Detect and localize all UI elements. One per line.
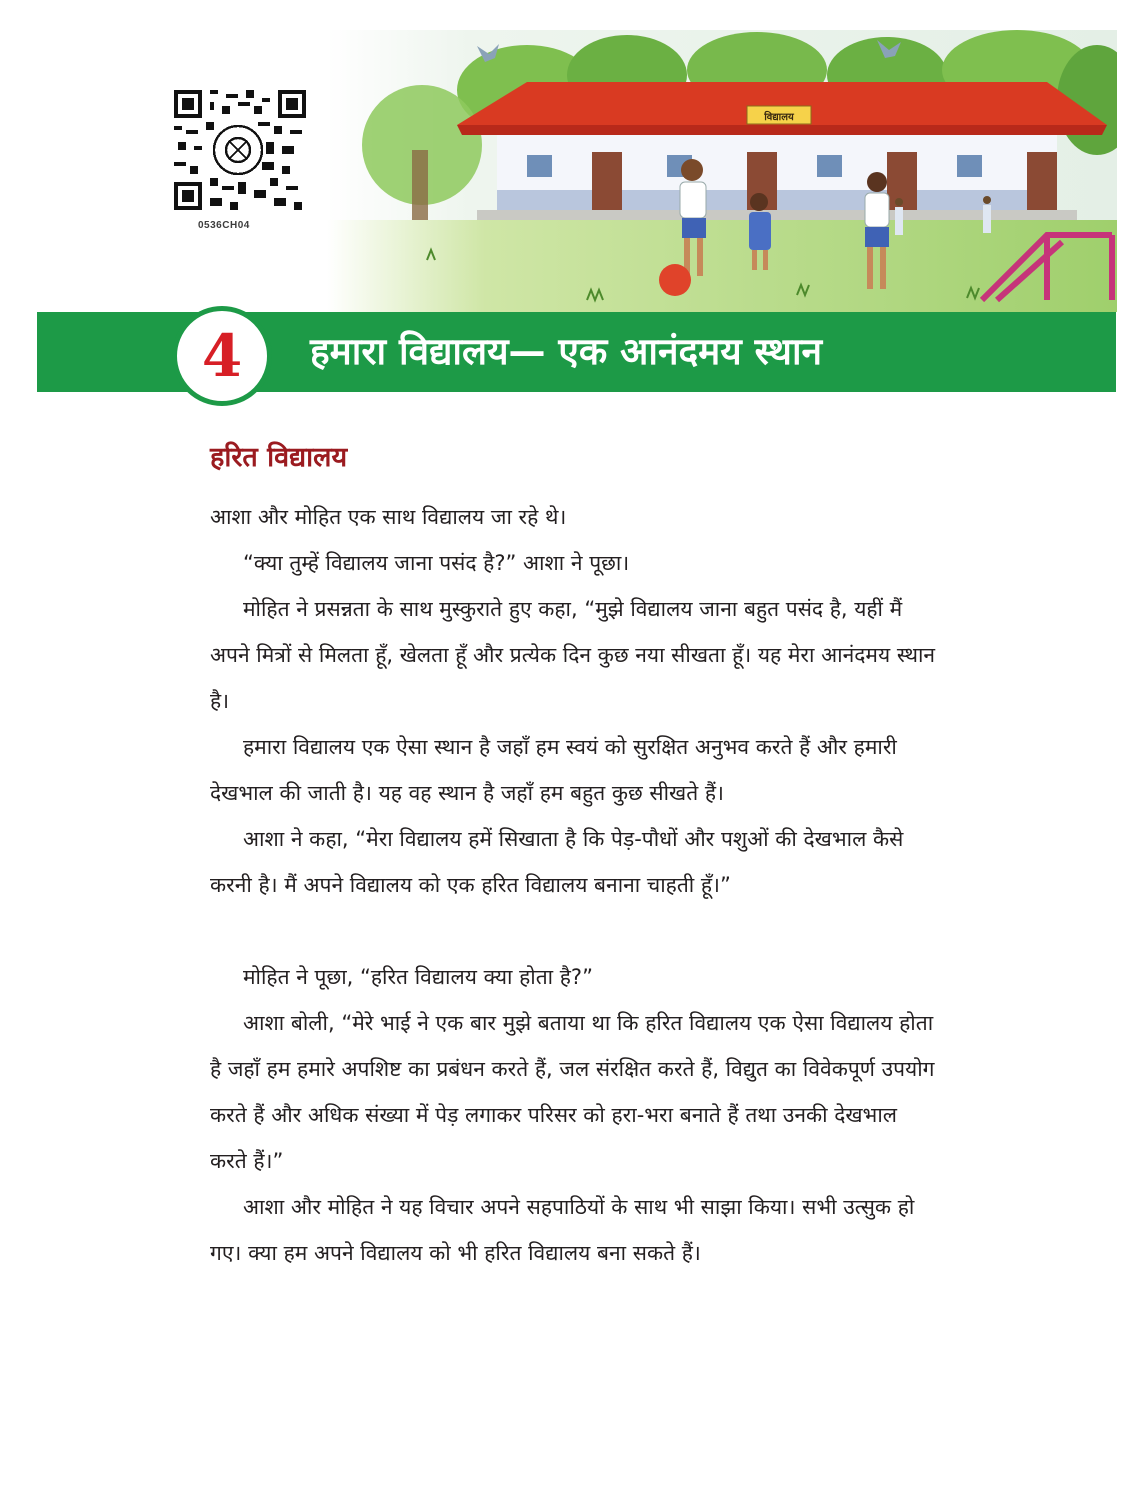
chapter-number-badge	[172, 306, 272, 406]
paragraph-4: हमारा विद्यालय एक ऐसा स्थान है जहाँ हम स्वयं को सुरक्षित अनुभव करते हैं और हमारी देखभाल की जाती है। यह वह स्थान है जहाँ हम बहुत कुछ सीखते हैं।	[210, 735, 897, 805]
building-sign-text: विद्यालय	[764, 112, 794, 123]
paragraph-7: आशा बोली, “मेरे भाई ने एक बार मुझे बताया था कि हरित विद्यालय एक ऐसा विद्यालय होता है जहाँ हम हमारे अपशिष्ट का प्रबंधन करते हैं, जल संरक्षित करते हैं, विद्युत का विवेकपूर्ण उपयोग करते हैं और अधिक संख्या में पेड़ लगाकर परिसर को हरा-भरा बनाते हैं तथा उनकी देखभाल करते हैं।”	[210, 1011, 935, 1173]
chapter-number: 4	[201, 322, 243, 390]
chapter-title: हमारा विद्यालय— एक आनंदमय स्थान	[310, 330, 823, 373]
ball	[659, 264, 691, 296]
paragraph-6: मोहित ने पूछा, “हरित विद्यालय क्या होता है?”	[243, 965, 593, 989]
qr-code-id: 0536CH04	[198, 220, 250, 231]
paragraph-2: “क्या तुम्हें विद्यालय जाना पसंद है?” आशा ने पूछा।	[243, 551, 630, 575]
paragraph-5: आशा ने कहा, “मेरा विद्यालय हमें सिखाता है कि पेड़-पौधों और पशुओं की देखभाल कैसे करनी है। मैं अपने विद्यालय को एक हरित विद्यालय बनाना चाहती हूँ।”	[210, 827, 904, 897]
paragraph-1: आशा और मोहित एक साथ विद्यालय जा रहे थे।	[210, 505, 567, 529]
school-building	[457, 82, 1107, 222]
paragraph-8: आशा और मोहित ने यह विचार अपने सहपाठियों के साथ भी साझा किया। सभी उत्सुक हो गए। क्या हम अपने विद्यालय को भी हरित विद्यालय बना सकते हैं।	[210, 1195, 915, 1265]
qr-code-image[interactable]	[174, 90, 306, 210]
school-illustration	[327, 30, 1117, 312]
qr-code-block	[170, 88, 326, 248]
paragraph-3: मोहित ने प्रसन्नता के साथ मुस्कुराते हुए कहा, “मुझे विद्यालय जाना बहुत पसंद है, यहीं मैं अपने मित्रों से मिलता हूँ, खेलता हूँ और प्रत्येक दिन कुछ नया सीखता हूँ। यह मेरा आनंदमय स्थान है।	[210, 597, 936, 713]
section-heading: हरित विद्यालय	[210, 442, 348, 473]
